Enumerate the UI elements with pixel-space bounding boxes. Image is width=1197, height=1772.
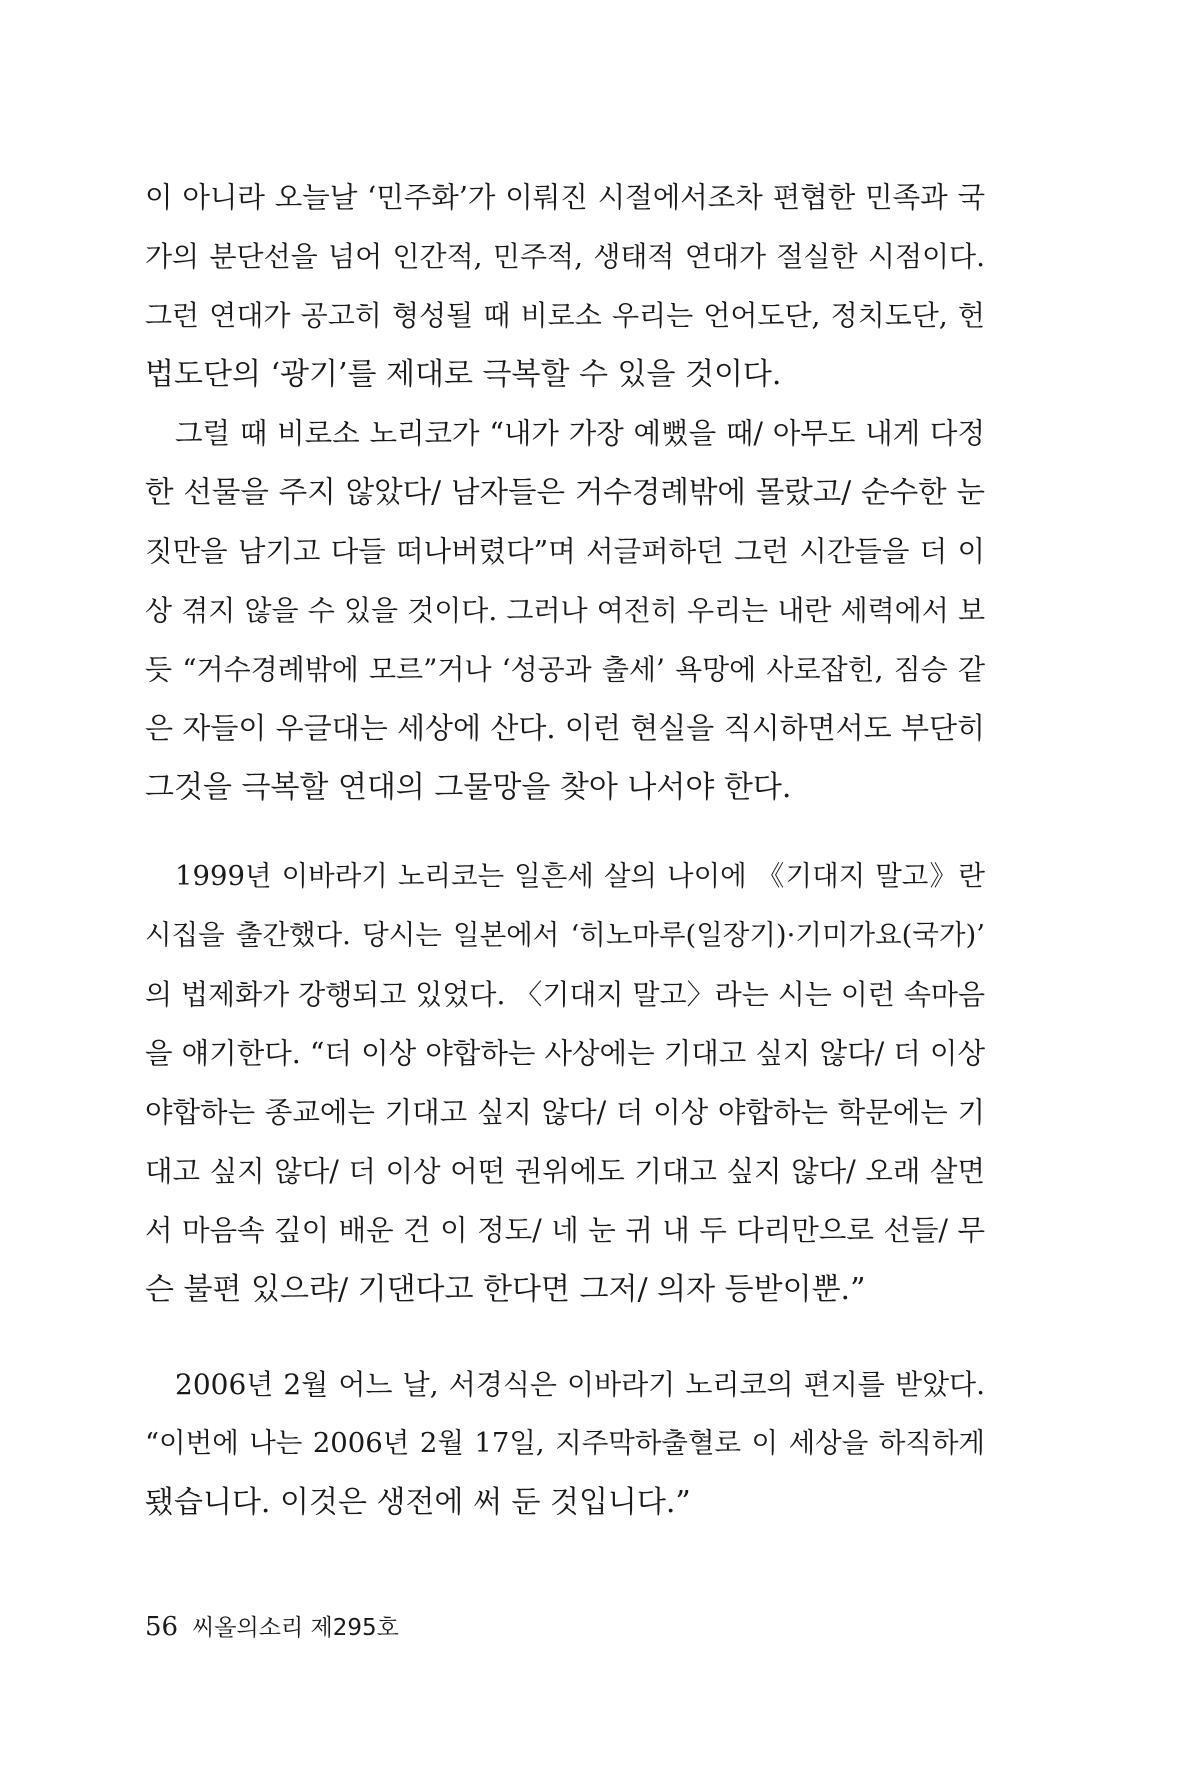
text-line: 짓만을 남기고 다들 떠나버렸다”며 서글퍼하던 그런 시간들을 더 이: [145, 535, 985, 568]
text-line: 서 마음속 깊이 배운 건 이 정도/ 네 눈 귀 내 두 다리만으로 선들/ 무: [145, 1214, 985, 1247]
paragraph-4: [145, 1355, 985, 1532]
text-line: 을 얘기한다. “더 이상 야합하는 사상에는 기대고 싶지 않다/ 더 이상: [145, 1037, 985, 1070]
paragraph-1: [145, 168, 985, 404]
text-line: 이 아니라 오늘날 ‘민주화’가 이뤄진 시절에서조차 편협한 민족과 국: [145, 181, 985, 214]
text-line: 그럴 때 비로소 노리코가 “내가 가장 예뻤을 때/ 아무도 내게 다정: [175, 417, 985, 450]
text-line: 2006년 2월 어느 날, 서경식은 이바라기 노리코의 편지를 받았다.: [175, 1368, 985, 1401]
text-line: 은 자들이 우글대는 세상에 산다. 이런 현실을 직시하면서도 부단히: [145, 711, 985, 745]
text-line: 그런 연대가 공고히 형성될 때 비로소 우리는 언어도단, 정치도단, 헌: [145, 299, 985, 332]
text-line: 1999년 이바라기 노리코는 일흔세 살의 나이에 《기대지 말고》란: [175, 860, 985, 892]
text-line: 슨 불편 있으랴/ 기댄다고 한다면 그저/ 의자 등받이뿐.”: [145, 1272, 866, 1307]
text-line: 상 겪지 않을 수 있을 것이다. 그러나 여전히 우리는 내란 세력에서 보: [145, 594, 985, 627]
page-number: 56: [145, 1612, 179, 1642]
text-line: 한 선물을 주지 않았다/ 남자들은 거수경례밖에 몰랐고/ 순수한 눈: [145, 475, 985, 509]
text-line: 가의 분단선을 넘어 인간적, 민주적, 생태적 연대가 절실한 시점이다.: [145, 240, 985, 273]
page-footer: [145, 1612, 399, 1643]
text-line: 야합하는 종교에는 기대고 싶지 않다/ 더 이상 야합하는 학문에는 기: [145, 1096, 985, 1129]
text-line: 됐습니다. 이것은 생전에 써 둔 것입니다.”: [145, 1485, 691, 1520]
text-line: 대고 싶지 않다/ 더 이상 어떤 권위에도 기대고 싶지 않다/ 오래 살면: [145, 1155, 985, 1188]
text-line: 의 법제화가 강행되고 있었다. 〈기대지 말고〉라는 시는 이런 속마음: [145, 978, 985, 1011]
text-line: 듯 “거수경례밖에 모르”거나 ‘성공과 출세’ 욕망에 사로잡힌, 짐승 같: [145, 653, 985, 686]
paragraph-2: [145, 404, 985, 817]
paragraph-3: [145, 847, 985, 1319]
text-line: “이번에 나는 2006년 2월 17일, 지주막하출혈로 이 세상을 하직하게: [145, 1427, 985, 1459]
text-line: 그것을 극복할 연대의 그물망을 찾아 나서야 한다.: [145, 770, 792, 805]
text-line: 법도단의 ‘광기’를 제대로 극복할 수 있을 것이다.: [145, 357, 782, 392]
text-line: 시집을 출간했다. 당시는 일본에서 ‘히노마루(일장기)·기미가요(국가)’: [145, 919, 985, 951]
journal-title: 씨올의소리 제295호: [192, 1615, 399, 1641]
